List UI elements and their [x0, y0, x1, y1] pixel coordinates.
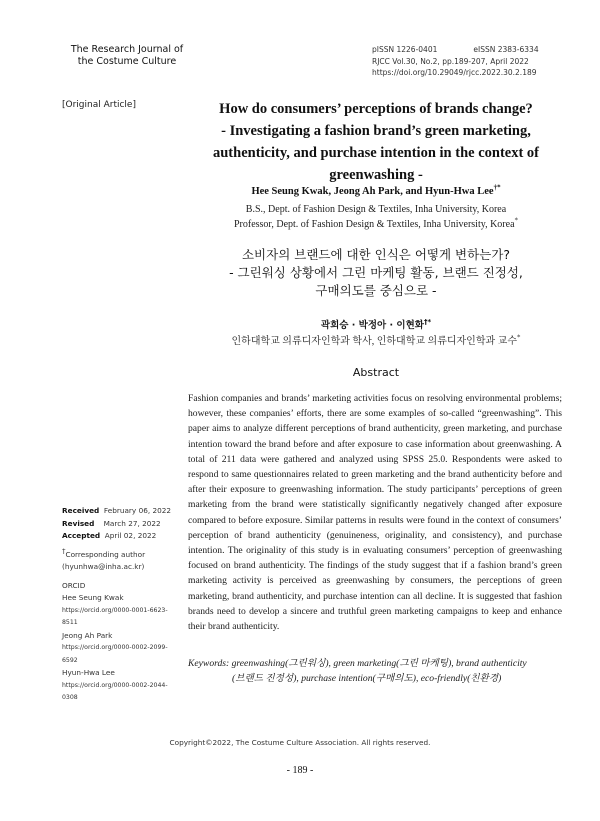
abstract-heading: Abstract [352, 366, 400, 379]
pissn: pISSN 1226-0401 [372, 45, 438, 54]
keywords-line1: greenwashing(그린워싱), green marketing(그린 마케팅), brand authenticity [231, 658, 527, 669]
received-date: February 06, 2022 [103, 506, 172, 515]
title-ko-line2: - 그린워싱 상황에서 그린 마케팅 활동, 브랜드 진정성, [229, 265, 523, 280]
orcid-heading: ORCID [62, 580, 86, 590]
revised-row [62, 518, 182, 531]
corresponding-mark: † [62, 547, 66, 556]
title-en-line4: greenwashing - [329, 167, 423, 183]
abstract-body: Fashion companies and brands’ marketing activities focus on resolving environmental problems; however, these companies’ efforts, there are some examples of so-called “greenwashing”. This paper aims to analyze different perceptions of brand authenticity, green marketing, and purchase intention toward the brand before and after exposure to case information about greenwashing. A total of 211 data were gathered and analyzed using SPSS 25.0. Respondents were asked to respond to same questionnaires related to green marketing and the brand authenticity before and after their exposure to greenwashing information. The study participants’ perceptions of green marketing from the brand were statistically significantly negatively changed after exposure compared to before exposure. Similar patterns in results were found in the context of consumers’ perception of brand authenticity (genuineness, originality, and consistency), and purchase intention. The originality of this study is in evaluating consumers’ perception of greenwashing focused on brand authenticity. The findings of the study suggest that if a fashion brand’s green marketing activity is perceived as greenwashing by consumers, the perceptions of green marketing, brand authenticity, and purchase intention can all decline. It is suggested that fashion brands need to develop a sincere and truthful green marketing campaigns to keep and enhance their brand authenticity. [188, 393, 562, 633]
corresponding-label: Corresponding author [65, 549, 146, 559]
citation: RJCC Vol.30, No.2, pp.189-207, April 2022 [372, 56, 529, 66]
corresponding-email[interactable]: (hyunhwa@inha.ac.kr) [62, 562, 145, 571]
copyright-notice: Copyright©2022, The Costume Culture Association. All rights reserved. [169, 738, 431, 747]
received-label: Received [62, 506, 100, 515]
title-ko-line3: 구매의도를 중심으로 - [315, 283, 437, 298]
affiliation-korean [190, 332, 562, 347]
journal-meta [372, 44, 572, 79]
authors-ko-mark: †* [423, 317, 432, 326]
accepted-label: Accepted [62, 531, 101, 540]
orcid-link[interactable]: https://orcid.org/0000-0001-6623-8511 [62, 606, 168, 626]
article-type: [Original Article] [62, 100, 136, 110]
eissn: eISSN 2383-6334 [473, 45, 539, 54]
corresponding-author [62, 549, 182, 562]
revised-label: Revised [62, 518, 95, 528]
title-ko-line1: 소비자의 브랜드에 대한 인식은 어떻게 변하는가? [241, 247, 510, 262]
keywords [188, 656, 562, 686]
orcid-name: Jeong Ah Park [62, 630, 113, 640]
affiliation-ko-text: 인하대학교 의류디자인학과 학사, 인하대학교 의류디자인학과 교수 [231, 336, 517, 347]
authors-english [190, 183, 562, 197]
affiliation-en-2-mark: * [514, 216, 519, 225]
accepted-row [62, 530, 182, 543]
authors-korean [190, 317, 562, 331]
affiliation-en-2: Professor, Dept. of Fashion Design & Textiles, Inha University, Korea [233, 219, 515, 230]
received-row [62, 505, 182, 518]
journal-name-line1: The Research Journal of [70, 44, 184, 55]
journal-name-line2: the Costume Culture [77, 56, 177, 67]
orcid-name: Hee Seung Kwak [62, 593, 124, 602]
affiliation-en-1: B.S., Dept. of Fashion Design & Textiles, Inha University, Korea [245, 204, 507, 215]
orcid-link[interactable]: https://orcid.org/0000-0002-2044-0308 [62, 681, 168, 701]
page-number: - 189 - [286, 765, 314, 776]
authors-ko-names: 곽희승 · 박정아 · 이현화 [320, 320, 424, 331]
title-en-line2: - Investigating a fashion brand’s green marketing, [221, 123, 531, 139]
doi-link[interactable]: https://doi.org/10.29049/rjcc.2022.30.2.189 [372, 68, 537, 77]
orcid-link[interactable]: https://orcid.org/0000-0002-2099-6592 [62, 644, 168, 664]
title-en-line1: How do consumers’ perceptions of brands change? [219, 101, 533, 117]
journal-name [62, 44, 192, 68]
authors-en-names: Hee Seung Kwak, Jeong Ah Park, and Hyun-Hwa Lee [251, 186, 494, 197]
keywords-label: Keywords: [188, 658, 230, 669]
accepted-date: April 02, 2022 [104, 531, 157, 540]
revised-date: March 27, 2022 [103, 518, 161, 528]
authors-en-mark: †* [493, 183, 501, 192]
sidebar-info [62, 505, 182, 705]
affiliation-ko-mark: * [516, 333, 521, 342]
title-en-line3: authenticity, and purchase intention in the context of [212, 145, 539, 161]
keywords-line2: (브랜드 진정성), purchase intention(구매의도), eco-friendly(친환경) [232, 673, 502, 684]
orcid-name: Hyun-Hwa Lee [62, 668, 115, 677]
title-korean [190, 246, 562, 300]
affiliation-english [190, 202, 562, 232]
title-english [190, 98, 562, 186]
